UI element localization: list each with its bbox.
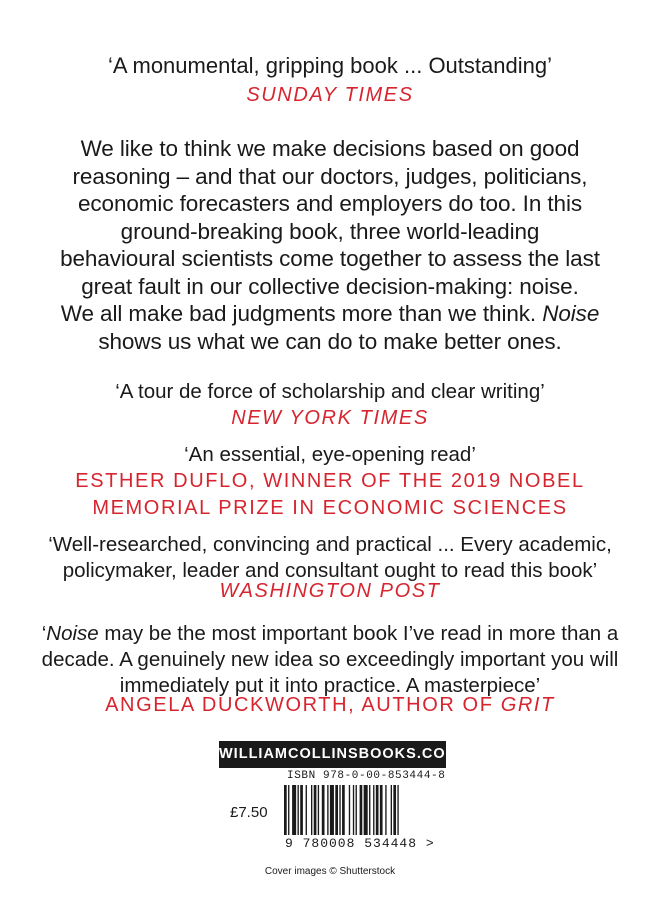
- blurb-line: great fault in our collective decision-making: noise.: [81, 273, 579, 299]
- attribution-duckworth: [0, 692, 660, 719]
- book-title-italic: Noise: [46, 622, 99, 645]
- attribution-duflo-line1: ESTHER DUFLO, WINNER OF THE 2019 NOBEL: [75, 470, 585, 492]
- barcode-digits: 9 780008 534448 >: [285, 836, 435, 851]
- grit-title-italic: GRIT: [500, 694, 555, 716]
- attribution-duflo: [0, 468, 660, 522]
- quote-wp-line1: ‘Well-researched, convincing and practical ... Every academic,: [48, 533, 612, 556]
- publisher-website[interactable]: WILLIAMCOLLINSBOOKS.COM: [219, 741, 446, 768]
- cover-credit: Cover images © Shutterstock: [264, 866, 396, 877]
- blurb-line: reasoning – and that our doctors, judges, politicians,: [72, 163, 588, 189]
- quote-wp-line2: policymaker, leader and consultant ought to read this book’: [62, 559, 598, 582]
- attribution-duckworth-text: ANGELA DUCKWORTH, AUTHOR OF: [105, 694, 501, 716]
- quote-sunday-times: ‘A monumental, gripping book ... Outstanding’: [108, 53, 552, 78]
- blurb-line: economic forecasters and employers do too. In this: [77, 191, 582, 216]
- attribution-duflo-line2: MEMORIAL PRIZE IN ECONOMIC SCIENCES: [92, 497, 568, 519]
- attribution-washington-post: WASHINGTON POST: [219, 580, 441, 602]
- blurb-line: We like to think we make decisions based on good: [80, 136, 580, 161]
- quote-nyt: ‘A tour de force of scholarship and clear writing’: [115, 380, 545, 403]
- blurb-closing-text: We all make bad judgments more than we think.: [60, 301, 543, 326]
- attribution-nyt: NEW YORK TIMES: [231, 407, 429, 429]
- quote-duflo: ‘An essential, eye-opening read’: [184, 443, 476, 466]
- quote-duckworth: [0, 621, 660, 699]
- quote-washington-post: [0, 532, 660, 584]
- quote-duckworth-line2: decade. A genuinely new idea so exceedingly important you will: [41, 648, 619, 671]
- blurb-closing: [0, 300, 660, 355]
- blurb-paragraph: [0, 135, 660, 300]
- blurb-line: ground-breaking book, three world-leading: [120, 218, 540, 244]
- blurb-line: behavioural scientists come together to assess the last: [60, 246, 600, 271]
- quote-duckworth-line3: immediately put it into practice. A masterpiece’: [119, 674, 541, 697]
- attribution-sunday-times: SUNDAY TIMES: [246, 84, 414, 106]
- price-label: £7.50: [230, 804, 268, 821]
- book-title-italic: Noise: [542, 301, 600, 326]
- quote-duckworth-line1: may be the most important book I’ve read in more than a: [98, 622, 619, 645]
- blurb-closing-line: shows us what we can do to make better ones.: [98, 328, 562, 354]
- quote-open-mark: ‘: [41, 622, 47, 645]
- isbn-text: ISBN 978-0-00-853444-8: [287, 770, 446, 782]
- barcode-icon: [272, 767, 446, 882]
